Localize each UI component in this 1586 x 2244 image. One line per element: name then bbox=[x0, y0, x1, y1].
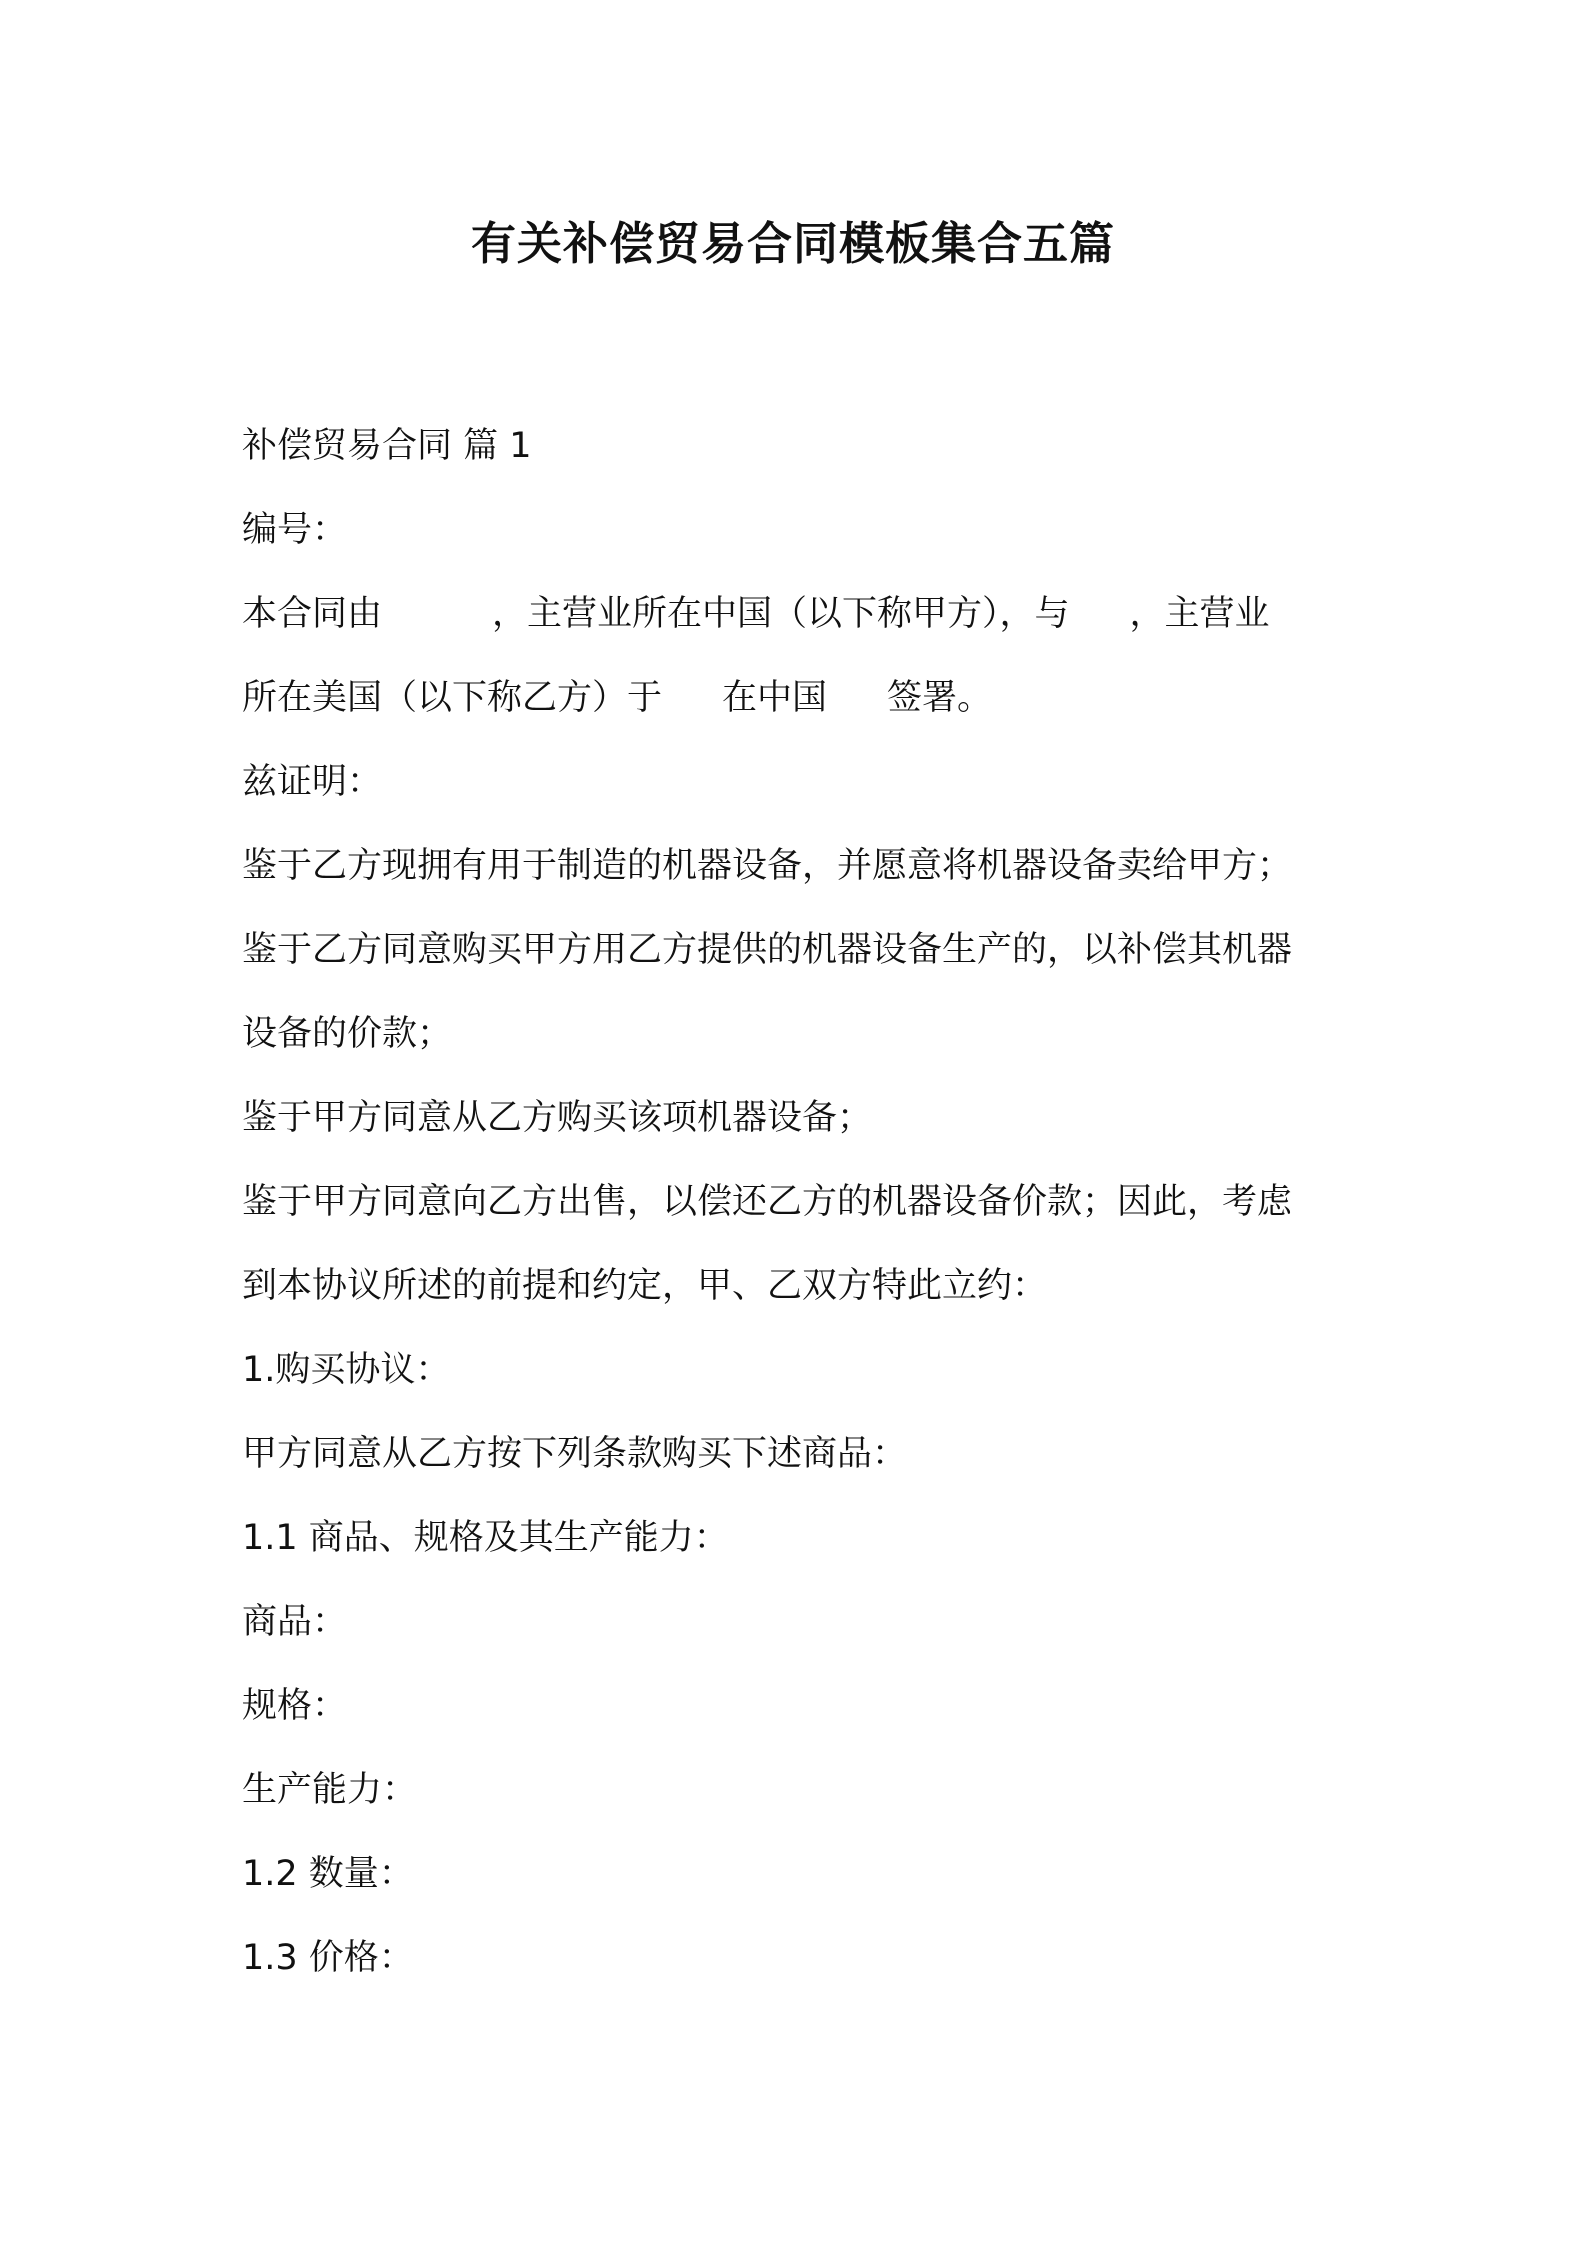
parties-text-c: ，主营业 bbox=[1129, 594, 1270, 634]
parties-text-a: 本合同由 bbox=[242, 594, 383, 634]
recital-2-line-1: 鉴于乙方同意购买甲方用乙方提供的机器设备生产的，以补偿其机器 bbox=[242, 930, 1293, 970]
clause-1-2: 1.2 数量： bbox=[242, 1854, 414, 1894]
document-body bbox=[242, 404, 1354, 2000]
spec-field: 规格： bbox=[242, 1686, 348, 1726]
goods-field: 商品： bbox=[242, 1602, 348, 1642]
capacity-field: 生产能力： bbox=[242, 1770, 418, 1810]
recital-4-line-1: 鉴于甲方同意向乙方出售，以偿还乙方的机器设备价款；因此，考虑 bbox=[242, 1182, 1293, 1222]
parties-line bbox=[242, 572, 1354, 656]
witness-line: 兹证明： bbox=[242, 762, 383, 802]
signing-text-c: 签署。 bbox=[887, 678, 993, 718]
clause-1-3: 1.3 价格： bbox=[242, 1938, 414, 1978]
parties-text-b: ，主营业所在中国（以下称甲方），与 bbox=[492, 594, 1070, 634]
document-title: 有关补偿贸易合同模板集合五篇 bbox=[470, 217, 1115, 270]
recital-3: 鉴于甲方同意从乙方购买该项机器设备； bbox=[242, 1098, 873, 1138]
recital-4-line-2: 到本协议所述的前提和约定，甲、乙双方特此立约： bbox=[242, 1266, 1048, 1306]
clause-1-heading: 1.购买协议： bbox=[242, 1350, 451, 1390]
signing-text-a: 所在美国（以下称乙方）于 bbox=[242, 678, 663, 718]
signing-line bbox=[242, 656, 1354, 740]
section-heading: 补偿贸易合同 篇 1 bbox=[242, 426, 532, 466]
clause-1-text: 甲方同意从乙方按下列条款购买下述商品： bbox=[242, 1434, 908, 1474]
recital-1: 鉴于乙方现拥有用于制造的机器设备，并愿意将机器设备卖给甲方； bbox=[242, 846, 1293, 886]
recital-2-line-2: 设备的价款； bbox=[242, 1014, 453, 1054]
signing-text-b: 在中国 bbox=[722, 678, 828, 718]
contract-number-line: 编号： bbox=[242, 510, 348, 550]
clause-1-1: 1.1 商品、规格及其生产能力： bbox=[242, 1518, 729, 1558]
